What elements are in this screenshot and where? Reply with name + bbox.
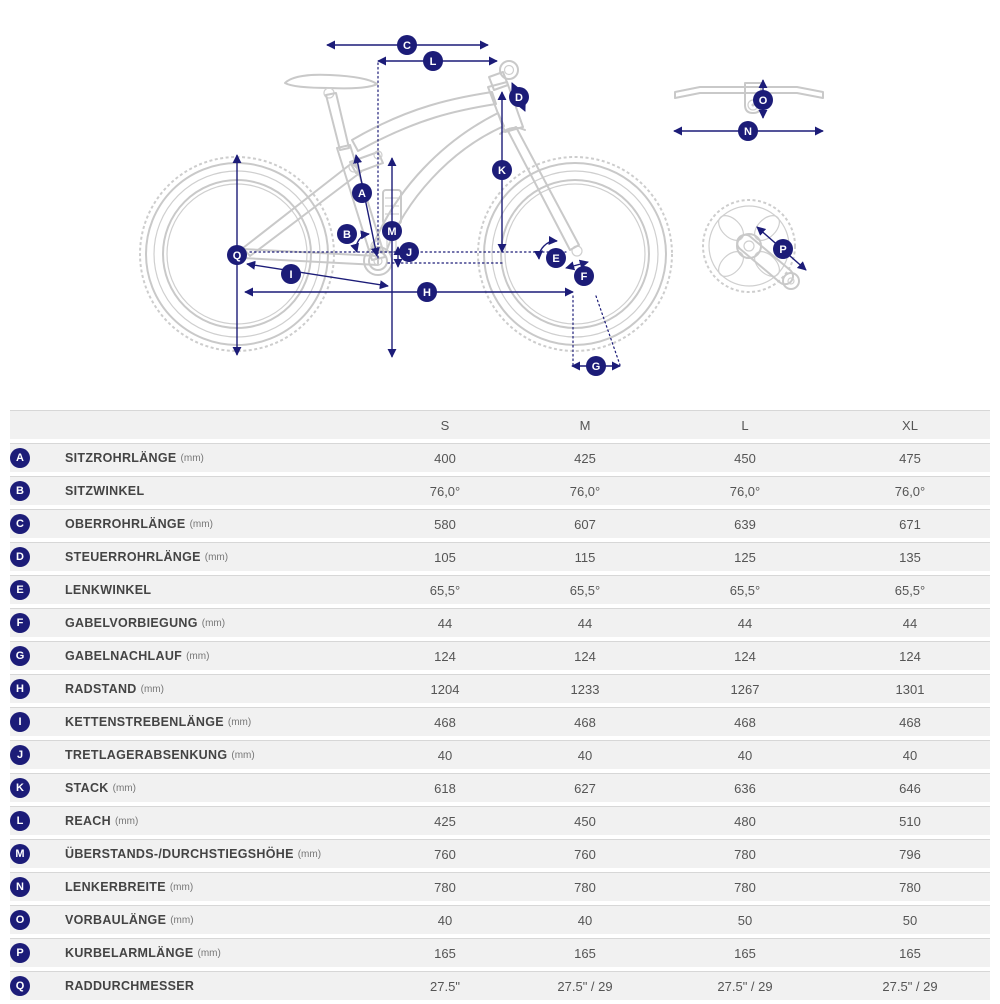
bike-geometry-diagram bbox=[0, 0, 1000, 400]
value-m: 760 bbox=[510, 839, 660, 868]
marker-b bbox=[337, 224, 357, 244]
row-letter-badge: F bbox=[10, 613, 30, 633]
value-l: 639 bbox=[660, 509, 830, 538]
value-l: 468 bbox=[660, 707, 830, 736]
value-s: 44 bbox=[380, 608, 510, 637]
svg-text:L: L bbox=[429, 56, 437, 68]
row-label: STEUERROHRLÄNGE bbox=[65, 550, 201, 564]
marker-p bbox=[773, 239, 793, 259]
value-s: 760 bbox=[380, 839, 510, 868]
value-m: 76,0° bbox=[510, 476, 660, 505]
value-xl: 27.5" / 29 bbox=[830, 971, 990, 1000]
row-letter-badge: K bbox=[10, 778, 30, 798]
front-wheel bbox=[478, 157, 672, 351]
value-l: 65,5° bbox=[660, 575, 830, 604]
row-label: STACK bbox=[65, 781, 109, 795]
table-row bbox=[10, 740, 990, 769]
svg-text:E: E bbox=[552, 253, 560, 265]
table-row bbox=[10, 872, 990, 901]
value-xl: 65,5° bbox=[830, 575, 990, 604]
row-unit: (mm) bbox=[180, 452, 204, 464]
value-m: 607 bbox=[510, 509, 660, 538]
value-xl: 135 bbox=[830, 542, 990, 571]
table-row bbox=[10, 971, 990, 1000]
value-s: 400 bbox=[380, 443, 510, 472]
row-label: RADDURCHMESSER bbox=[65, 979, 195, 993]
svg-text:A: A bbox=[358, 188, 366, 200]
row-letter-badge: D bbox=[10, 547, 30, 567]
table-row bbox=[10, 905, 990, 934]
value-s: 76,0° bbox=[380, 476, 510, 505]
value-m: 780 bbox=[510, 872, 660, 901]
svg-text:F: F bbox=[580, 271, 588, 283]
row-unit: (mm) bbox=[170, 914, 194, 926]
svg-text:D: D bbox=[515, 92, 523, 104]
fork bbox=[508, 127, 579, 250]
marker-h bbox=[417, 282, 437, 302]
geometry-table bbox=[10, 406, 990, 1004]
marker-d bbox=[509, 87, 529, 107]
row-label: VORBAULÄNGE bbox=[65, 913, 167, 927]
row-letter-badge: P bbox=[10, 943, 30, 963]
value-xl: 796 bbox=[830, 839, 990, 868]
value-xl: 510 bbox=[830, 806, 990, 835]
row-label: OBERROHRLÄNGE bbox=[65, 517, 186, 531]
marker-j bbox=[399, 242, 419, 262]
row-letter-badge: C bbox=[10, 514, 30, 534]
row-unit: (mm) bbox=[297, 848, 322, 860]
header-spacer bbox=[10, 410, 380, 439]
value-l: 125 bbox=[660, 542, 830, 571]
svg-text:H: H bbox=[423, 287, 431, 299]
table-row bbox=[10, 806, 990, 835]
table-row bbox=[10, 773, 990, 802]
value-xl: 76,0° bbox=[830, 476, 990, 505]
value-l: 780 bbox=[660, 839, 830, 868]
value-xl: 646 bbox=[830, 773, 990, 802]
row-unit: (mm) bbox=[204, 551, 229, 563]
value-xl: 780 bbox=[830, 872, 990, 901]
row-label: ÜBERSTANDS-/DURCHSTIEGSHÖHE bbox=[65, 847, 294, 861]
row-letter-badge: A bbox=[10, 448, 30, 468]
row-letter-badge: E bbox=[10, 580, 30, 600]
row-letter-badge: M bbox=[10, 844, 30, 864]
value-xl: 40 bbox=[830, 740, 990, 769]
marker-f bbox=[574, 266, 594, 286]
row-label: GABELVORBIEGUNG bbox=[65, 616, 198, 630]
value-s: 124 bbox=[380, 641, 510, 670]
value-m: 40 bbox=[510, 905, 660, 934]
row-unit: (mm) bbox=[112, 782, 136, 794]
value-xl: 468 bbox=[830, 707, 990, 736]
table-row bbox=[10, 707, 990, 736]
table-row bbox=[10, 938, 990, 967]
row-unit: (mm) bbox=[140, 683, 164, 695]
value-s: 27.5" bbox=[380, 971, 510, 1000]
value-s: 40 bbox=[380, 905, 510, 934]
value-m: 1233 bbox=[510, 674, 660, 703]
value-l: 636 bbox=[660, 773, 830, 802]
value-l: 44 bbox=[660, 608, 830, 637]
row-unit: (mm) bbox=[227, 716, 252, 728]
value-xl: 44 bbox=[830, 608, 990, 637]
row-unit: (mm) bbox=[186, 650, 210, 662]
value-s: 1204 bbox=[380, 674, 510, 703]
marker-n bbox=[738, 121, 758, 141]
value-s: 425 bbox=[380, 806, 510, 835]
marker-g bbox=[586, 356, 606, 376]
row-letter-badge: Q bbox=[10, 976, 30, 996]
size-header-m: M bbox=[510, 410, 660, 439]
row-letter-badge: O bbox=[10, 910, 30, 930]
value-s: 618 bbox=[380, 773, 510, 802]
value-l: 1267 bbox=[660, 674, 830, 703]
value-l: 165 bbox=[660, 938, 830, 967]
table-row bbox=[10, 839, 990, 868]
handlebar bbox=[675, 87, 823, 98]
svg-text:G: G bbox=[591, 361, 601, 373]
row-letter-badge: N bbox=[10, 877, 30, 897]
value-s: 40 bbox=[380, 740, 510, 769]
size-header-row bbox=[10, 410, 990, 439]
value-m: 627 bbox=[510, 773, 660, 802]
value-m: 468 bbox=[510, 707, 660, 736]
marker-l bbox=[423, 51, 443, 71]
row-letter-badge: B bbox=[10, 481, 30, 501]
svg-text:Q: Q bbox=[232, 250, 242, 262]
row-unit: (mm) bbox=[189, 518, 213, 530]
svg-text:P: P bbox=[779, 244, 787, 256]
row-unit: (mm) bbox=[231, 749, 255, 761]
row-label: SITZROHRLÄNGE bbox=[65, 451, 177, 465]
value-l: 450 bbox=[660, 443, 830, 472]
row-label: LENKERBREITE bbox=[65, 880, 166, 894]
value-m: 124 bbox=[510, 641, 660, 670]
row-label: RADSTAND bbox=[65, 682, 137, 696]
value-l: 50 bbox=[660, 905, 830, 934]
value-s: 165 bbox=[380, 938, 510, 967]
marker-q bbox=[227, 245, 247, 265]
row-letter-badge: I bbox=[10, 712, 30, 732]
row-label: KETTENSTREBENLÄNGE bbox=[65, 715, 224, 729]
value-l: 780 bbox=[660, 872, 830, 901]
value-xl: 50 bbox=[830, 905, 990, 934]
value-m: 65,5° bbox=[510, 575, 660, 604]
svg-text:I: I bbox=[289, 269, 293, 281]
marker-o bbox=[753, 90, 773, 110]
marker-m bbox=[382, 221, 402, 241]
svg-text:C: C bbox=[403, 40, 411, 52]
saddle bbox=[285, 75, 377, 89]
table-row bbox=[10, 476, 990, 505]
value-l: 27.5" / 29 bbox=[660, 971, 830, 1000]
row-letter-badge: J bbox=[10, 745, 30, 765]
row-label: LENKWINKEL bbox=[65, 583, 152, 597]
size-header-s: S bbox=[380, 410, 510, 439]
marker-k bbox=[492, 160, 512, 180]
value-xl: 475 bbox=[830, 443, 990, 472]
svg-text:K: K bbox=[498, 165, 506, 177]
value-m: 115 bbox=[510, 542, 660, 571]
value-s: 580 bbox=[380, 509, 510, 538]
svg-text:M: M bbox=[387, 226, 397, 238]
value-l: 480 bbox=[660, 806, 830, 835]
table-row bbox=[10, 509, 990, 538]
value-m: 40 bbox=[510, 740, 660, 769]
value-s: 780 bbox=[380, 872, 510, 901]
value-m: 44 bbox=[510, 608, 660, 637]
table-row bbox=[10, 575, 990, 604]
value-xl: 671 bbox=[830, 509, 990, 538]
marker-a bbox=[352, 183, 372, 203]
row-unit: (mm) bbox=[169, 881, 194, 893]
size-header-l: L bbox=[660, 410, 830, 439]
value-xl: 165 bbox=[830, 938, 990, 967]
value-l: 76,0° bbox=[660, 476, 830, 505]
value-l: 124 bbox=[660, 641, 830, 670]
value-m: 450 bbox=[510, 806, 660, 835]
table-row bbox=[10, 443, 990, 472]
handlebar-clamp bbox=[500, 61, 518, 79]
row-label: TRETLAGERABSENKUNG bbox=[65, 748, 228, 762]
table-row bbox=[10, 674, 990, 703]
marker-c bbox=[397, 35, 417, 55]
row-letter-badge: H bbox=[10, 679, 30, 699]
table-row bbox=[10, 608, 990, 637]
value-s: 468 bbox=[380, 707, 510, 736]
value-xl: 1301 bbox=[830, 674, 990, 703]
row-label: REACH bbox=[65, 814, 111, 828]
row-unit: (mm) bbox=[197, 947, 221, 959]
table-row bbox=[10, 641, 990, 670]
value-m: 165 bbox=[510, 938, 660, 967]
stem bbox=[489, 72, 508, 90]
value-xl: 124 bbox=[830, 641, 990, 670]
row-unit: (mm) bbox=[114, 815, 139, 827]
svg-text:J: J bbox=[405, 247, 413, 259]
svg-text:B: B bbox=[343, 229, 351, 241]
value-m: 425 bbox=[510, 443, 660, 472]
geometry-table-body bbox=[10, 443, 990, 1000]
size-header-xl: XL bbox=[830, 410, 990, 439]
row-unit: (mm) bbox=[201, 617, 226, 629]
value-s: 105 bbox=[380, 542, 510, 571]
row-label: KURBELARMLÄNGE bbox=[65, 946, 194, 960]
svg-text:N: N bbox=[744, 126, 752, 138]
row-letter-badge: G bbox=[10, 646, 30, 666]
svg-text:O: O bbox=[758, 95, 768, 107]
row-label: SITZWINKEL bbox=[65, 484, 145, 498]
marker-e bbox=[546, 248, 566, 268]
value-s: 65,5° bbox=[380, 575, 510, 604]
table-row bbox=[10, 542, 990, 571]
value-l: 40 bbox=[660, 740, 830, 769]
value-m: 27.5" / 29 bbox=[510, 971, 660, 1000]
seatpost bbox=[326, 93, 349, 150]
handlebar-detail bbox=[675, 83, 823, 113]
row-letter-badge: L bbox=[10, 811, 30, 831]
row-label: GABELNACHLAUF bbox=[65, 649, 183, 663]
marker-i bbox=[281, 264, 301, 284]
